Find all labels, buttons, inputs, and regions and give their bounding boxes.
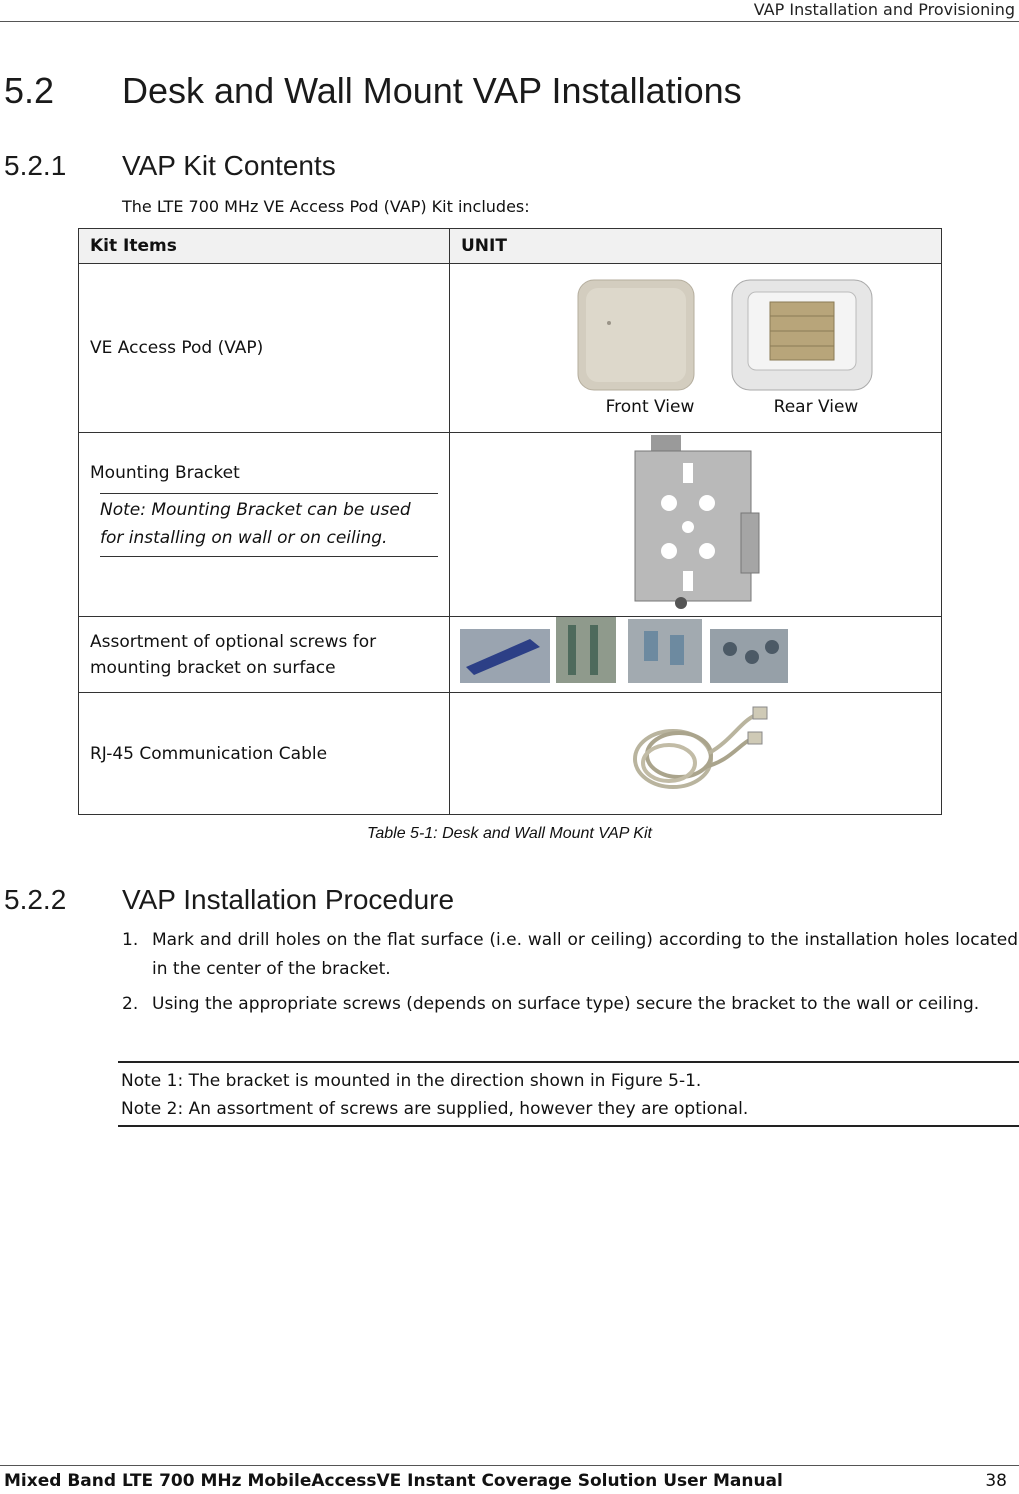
table-header-row (79, 229, 942, 264)
kit-contents-table (78, 228, 942, 815)
table-cell-item (79, 433, 450, 617)
vap-images-cell (450, 264, 942, 433)
column-header-kit-items: Kit Items (79, 229, 450, 264)
vap-photos (486, 276, 906, 416)
note-1: Note 1: The bracket is mounted in the direction shown in Figure 5-1. (121, 1071, 702, 1091)
section-title: Desk and Wall Mount VAP Installations (122, 70, 742, 111)
mounting-bracket-image (621, 433, 771, 611)
screws-images-cell (450, 617, 942, 693)
step-text: Mark and drill holes on the flat surface (i.e. wall or ceiling) according to the installation holes located in the center of the bracket. (152, 930, 1018, 979)
table-cell-item: RJ-45 Communication Cable (79, 693, 450, 815)
footer-manual-title: Mixed Band LTE 700 MHz MobileAccessVE Instant Coverage Solution User Manual (4, 1471, 783, 1491)
step-text: Using the appropriate screws (depends on surface type) secure the bracket to the wall or ceiling. (152, 994, 980, 1014)
subsection-number: 5.2.1 (4, 150, 67, 181)
procedure-steps (122, 926, 1018, 1025)
table-row (79, 264, 942, 433)
screw-pack-image (556, 617, 616, 683)
list-item (122, 990, 1018, 1019)
table-caption: Table 5-1: Desk and Wall Mount VAP Kit (367, 825, 652, 842)
front-view-label: Front View (605, 396, 694, 416)
table-row (79, 433, 942, 617)
bracket-image-cell (450, 433, 942, 617)
mounting-bracket-label: Mounting Bracket (90, 463, 240, 483)
page-number: 38 (985, 1471, 1007, 1491)
mounting-bracket-note: Note: Mounting Bracket can be used for installing on wall or on ceiling. (100, 493, 438, 557)
subsection-title: VAP Kit Contents (122, 150, 336, 181)
page-header-title: VAP Installation and Provisioning (753, 0, 1015, 19)
cable-image-cell (450, 693, 942, 815)
list-item (122, 926, 1018, 984)
table-cell-item: Assortment of optional screws for mounting bracket on surface (79, 617, 450, 693)
subsection-title: VAP Installation Procedure (122, 884, 455, 915)
step-number: 1. (122, 930, 139, 950)
screw-pack-image (628, 619, 702, 683)
footer-divider (0, 1465, 1019, 1466)
header-divider (0, 21, 1019, 22)
section-heading (4, 70, 742, 112)
kit-intro-text: The LTE 700 MHz VE Access Pod (VAP) Kit includes: (122, 197, 530, 216)
step-number: 2. (122, 994, 139, 1014)
subsection-heading-kit (4, 150, 336, 182)
table-cell-item: VE Access Pod (VAP) (79, 264, 450, 433)
table-row (79, 617, 942, 693)
note-2: Note 2: An assortment of screws are supplied, however they are optional. (121, 1099, 749, 1119)
subsection-heading-procedure (4, 884, 454, 916)
table-row (79, 693, 942, 815)
screws-photos (460, 617, 800, 687)
rear-view-label: Rear View (773, 396, 858, 416)
rj45-cable-image (621, 701, 771, 801)
procedure-notes (118, 1061, 1019, 1127)
subsection-number: 5.2.2 (4, 884, 67, 915)
section-number: 5.2 (4, 70, 55, 111)
column-header-unit: UNIT (450, 229, 942, 264)
